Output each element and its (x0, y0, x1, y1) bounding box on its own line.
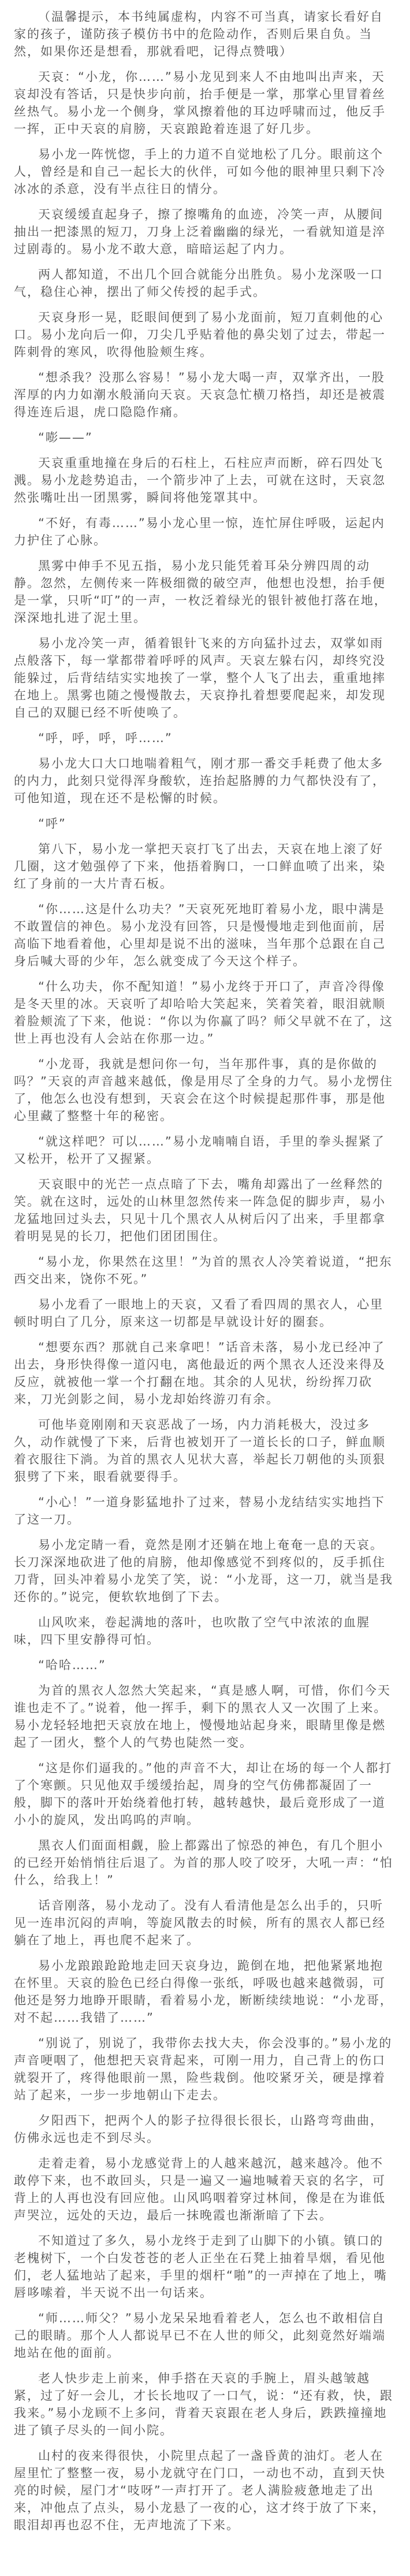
paragraph: 两人都知道，不出几个回合就能分出胜负。易小龙深吸一口气，稳住心神，摆出了师父传授的起手式。 (14, 268, 383, 299)
paragraph: 易小龙冷笑一声，循着银针飞来的方向猛扑过去，双掌如雨点般落下，每一掌都带着呼呼的风声。天哀左躲右闪，却终究没能躲过，后背结结实实地挨了一掌，整个人飞了出去，重重地摔在地上。黑雾也随之慢慢散去，天哀挣扎着想要爬起来，却发现自己的双腿已经不听使唤了。 (14, 636, 386, 720)
paragraph: 易小龙踉踉跄跄地走回天哀身边，跪倒在地，把他紧紧地抱在怀里。天哀的脸色已经白得像一张纸，呼吸也越来越微弱，可他还是努力地睁开眼睛，看着易小龙，断断续续地说：“小龙哥，对不起……我错了……” (14, 1959, 393, 2025)
sound-effect-line: “呼” (38, 817, 66, 831)
paragraph: 山风吹来，卷起满地的落叶，也吹散了空气中浓浓的血腥味，四下里安静得可怕。 (14, 1615, 370, 1647)
paragraph: 易小龙看了一眼地上的天哀，又看了看四周的黑衣人，心里顿时明白了几分，原来这一切都是早就设计好的圈套。 (14, 1298, 383, 1329)
paragraph: 天哀重重地撞在身后的石柱上，石柱应声而断，碎石四处飞溅。易小龙趁势追击，一个箭步冲了上去，可就在这时，天哀忽然张嘴吐出一团黑雾，瞬间将他笼罩其中。 (14, 456, 386, 505)
paragraph: 老人快步走上前来，伸手搭在天哀的手腕上，眉头越皱越紧，过了好一会儿，才长长地叹了一口气，说：“还有救，快，跟我来。”易小龙顾不上多问，背着天哀跟在老人身后，跌跌撞撞地进了镇子尽头的一间小院。 (14, 2371, 393, 2437)
paragraph: 可他毕竟刚刚和天哀恶战了一场，内力消耗极大，没过多久，动作就慢了下来，后背也被划开了一道长长的口子，鲜血顺着衣服往下淌。为首的黑衣人见状大喜，举起长刀朝他的头顶狠狠劈了下来，眼看就要得手。 (14, 1418, 386, 1484)
paragraph: 天哀缓缓直起身子，擦了擦嘴角的血迹，冷笑一声，从腰间抽出一把漆黑的短刀，刀身上泛着幽幽的绿光，一看就知道是淬过剧毒的。易小龙不敢大意，暗暗运起了内力。 (14, 207, 386, 256)
paragraph: “就这样吧？可以……”易小龙喃喃自语，手里的拳头握紧了又松开，松开了又握紧。 (14, 1135, 385, 1166)
paragraph: “这是你们逼我的。”他的声音不大，却让在场的每一个人都打了个寒颤。只见他双手缓缓抬起，周身的空气仿佛都凝固了一般，脚下的落叶开始绕着他打转，越转越快，最后竟形成了一道小小的旋风，发出呜呜的声响。 (14, 1761, 393, 1827)
paragraph: 黑雾中伸手不见五指，易小龙只能凭着耳朵分辨四周的动静。忽然，左侧传来一阵极细微的破空声，他想也没想，抬手便是一掌，只听“叮”的一声，一枚泛着绿光的银针被他打落在地，深深地扎进了泥土里。 (14, 559, 387, 625)
paragraph: “小龙哥，我就是想问你一句，当年那件事，真的是你做的吗？”天哀的声音越来越低，像是用尽了全身的力气。易小龙愣住了，他怎么也没有想到，天哀会在这个时候提起那件事，那是他心里藏了整整十年的秘密。 (14, 1057, 393, 1123)
paragraph: 不知道过了多久，易小龙终于走到了山脚下的小镇。镇口的老槐树下，一个白发苍苍的老人正坐在石凳上抽着旱烟，看见他们，老人猛地站了起来，手里的烟杆“啪”的一声掉在了地上，嘴唇哆嗦着，半天说不出一句话来。 (14, 2234, 387, 2300)
paragraph: “想要东西？那就自己来拿吧！”话音未落，易小龙已经冲了出去，身形快得像一道闪电，离他最近的两个黑衣人还没来得及反应，就被他一掌一个打翻在地。其余的人见状，纷纷挥刀砍来，刀光剑影之间，易小龙却始终游刃有余。 (14, 1340, 386, 1406)
paragraph: 天哀身形一晃，眨眼间便到了易小龙面前，短刀直刺他的心口。易小龙向后一仰，刀尖几乎贴着他的鼻尖划了过去，带起一阵刺骨的寒风，吹得他脸颊生疼。 (14, 310, 386, 359)
paragraph: 山村的夜来得很快，小院里点起了一盏昏黄的油灯。老人在屋里忙了整整一夜，易小龙就守在门口，一动也不动，直到天快亮的时候，屋门才“吱呀”一声打开了。老人满脸疲惫地走了出来，冲他点了点头，易小龙悬了一夜的心，这才终于放了下来，眼泪却再也忍不住，无声地流了下来。 (14, 2449, 386, 2532)
paragraph: 走着走着，易小龙感觉背上的人越来越沉，越来越冷。他不敢停下来，也不敢回头，只是一遍又一遍地喊着天哀的名字，可背上的人再也没有回应他。山风呜咽着穿过林间，像是在为谁低声哭泣，远处的天边，最后一抹晚霞也渐渐暗了下去。 (14, 2156, 386, 2222)
paragraph: 夕阳西下，把两个人的影子拉得很长很长，山路弯弯曲曲，仿佛永远也走不到尽头。 (14, 2114, 383, 2145)
notice-paragraph: （温馨提示，本书纯属虚构，内容不可当真，请家长看好自家的孩子，谨防孩子模仿书中的危险动作，否则后果自负。当然，如果你还是想看，那就看吧，记得点赞哦） (14, 10, 383, 58)
paragraph: “什么功夫，你不配知道！”易小龙终于开口了，声音冷得像是冬天里的冰。天哀听了却哈哈大笑起来，笑着笑着，眼泪就顺着脸颊流了下来，他说：“你以为你赢了吗？师父早就不在了，这世上再也没有人会站在你那一边。” (14, 980, 393, 1046)
paragraph: “易小龙，你果然在这里！”为首的黑衣人冷笑着说道，“把东西交出来，饶你不死。” (14, 1255, 393, 1286)
sound-effect-line: “嘭——” (38, 431, 93, 444)
paragraph: 天哀：“小龙，你……”易小龙见到来人不由地叫出声来，天哀却没有答话，只是快步向前，抬手便是一掌，那掌心里冒着丝丝热气。易小龙一个侧身，掌风擦着他的耳边呼啸而过，他反手一挥，正中天哀的肩膀，天哀踉跄着连退了好几步。 (14, 70, 386, 136)
paragraph: “不好，有毒……”易小龙心里一惊，连忙屏住呼吸，运起内力护住了心脉。 (14, 516, 385, 547)
sound-effect-line: “哈哈……” (38, 1658, 106, 1672)
paragraph: 黑衣人们面面相觑，脸上都露出了惊恐的神色，有几个胆小的已经开始悄悄往后退了。为首的那人咬了咬牙，大吼一声：“怕什么，给我上！” (14, 1839, 393, 1887)
paragraph: “你……这是什么功夫？”天哀死死地盯着易小龙，眼中满是不敢置信的神色。易小龙没有回答，只是慢慢地走到他面前，居高临下地看着他，心里却是说不出的滋味，当年那个总跟在自己身后喊大哥的少年，怎么就变成了今天这个样子。 (14, 902, 386, 968)
paragraph: “别说了，别说了，我带你去找大夫，你会没事的。”易小龙的声音哽咽了，他想把天哀背起来，可刚一用力，自己背上的伤口就裂开了，疼得他眼前一黑，险些栽倒。他咬紧牙关，硬是撑着站了起来，一步一步地朝山下走去。 (14, 2036, 393, 2102)
paragraph: “想杀我？没那么容易！”易小龙大喝一声，双掌齐出，一股浑厚的内力如潮水般涌向天哀。天哀急忙横刀格挡，却还是被震得连连后退，虎口隐隐作痛。 (14, 370, 386, 419)
paragraph: 天哀眼中的光芒一点点暗了下去，嘴角却露出了一丝释然的笑。就在这时，远处的山林里忽然传来一阵急促的脚步声，易小龙猛地回过头去，只见十几个黑衣人从树后闪了出来，手里都拿着明晃晃的长刀，把他们团团围住。 (14, 1177, 386, 1243)
paragraph: 为首的黑衣人忽然大笑起来，“真是感人啊，可惜，你们今天谁也走不了。”说着，他一挥手，剩下的黑衣人又一次围了上来。易小龙轻轻地把天哀放在地上，慢慢地站起身来，眼睛里像是燃起了一团火，整个人的气势也陡然一变。 (14, 1684, 391, 1750)
paragraph: 易小龙定睛一看，竟然是刚才还躺在地上奄奄一息的天哀。长刀深深地砍进了他的肩膀，他却像感觉不到疼似的，反手抓住刀背，回头冲着易小龙笑了笑，说：“小龙哥，这一刀，就当是我还你的。”说完，便软软地倒了下去。 (14, 1538, 393, 1604)
paragraph: 易小龙一阵恍惚，手上的力道不自觉地松了几分。眼前这个人，曾经是和自己一起长大的伙伴，可如今他的眼神里只剩下冷冰冰的杀意，没有半点往日的情分。 (14, 147, 386, 196)
paragraph: 第八下，易小龙一掌把天哀打飞了出去，天哀在地上滚了好几圈，这才勉强停了下来，他捂着胸口，一口鲜血喷了出来，染红了身前的一大片青石板。 (14, 842, 386, 891)
paragraph: “小心！”一道身影猛地扑了过来，替易小龙结结实实地挡下了这一刀。 (14, 1495, 385, 1526)
sound-effect-line: “呼，呼，呼，呼……” (38, 731, 173, 745)
paragraph: “师……师父？”易小龙呆呆地看着老人，怎么也不敢相信自己的眼睛。那个人人都说早已不在人世的师父，此刻竟然好端端地站在他的面前。 (14, 2311, 386, 2360)
paragraph: 话音刚落，易小龙动了。没有人看清他是怎么出手的，只听见一连串沉闷的声响，等旋风散去的时候，所有的黑衣人都已经躺在了地上，再也爬不起来了。 (14, 1899, 386, 1947)
paragraph: 易小龙大口大口地喘着粗气，刚才那一番交手耗费了他太多的内力，此刻只觉得浑身酸软，连抬起胳膊的力气都快没有了，可他知道，现在还不是松懈的时候。 (14, 757, 386, 805)
